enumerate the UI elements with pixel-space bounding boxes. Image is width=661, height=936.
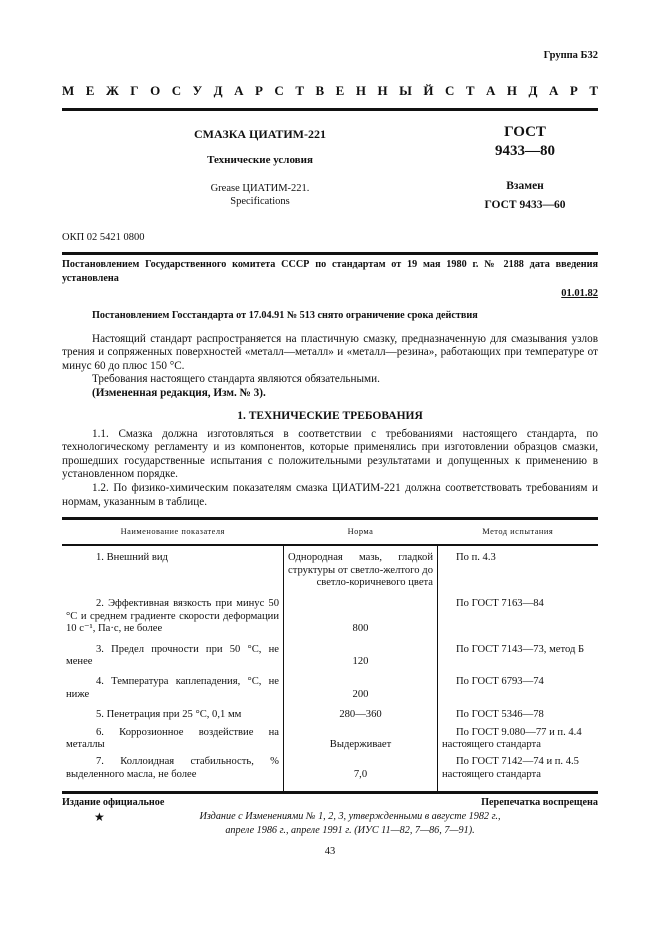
title-en-2: Specifications (230, 196, 290, 207)
effective-date: 01.01.82 (561, 288, 598, 299)
section-heading: 1. ТЕХНИЧЕСКИЕ ТРЕБОВАНИЯ (237, 409, 423, 422)
cell-name: 1. Внешний вид (96, 552, 168, 564)
reprint-prohibited: Перепечатка воспрещена (481, 797, 598, 809)
amendments-note-1: Издание с Изменениями № 1, 2, 3, утвержденными в августе 1982 г., (199, 811, 501, 823)
mandatory-text: Требования настоящего стандарта являются обязательными. (92, 373, 380, 386)
okp-code: ОКП 02 5421 0800 (62, 232, 145, 243)
table-row (62, 589, 598, 635)
table-row (62, 722, 598, 752)
gost-label: ГОСТ (504, 124, 546, 140)
footer-rule (62, 791, 598, 794)
cell-method: По п. 4.3 (456, 552, 496, 564)
paragraph-1-1: 1.1. Смазка должна изготовляться в соответствии с требованиями настоящего стандарта, по технологическому регламенту и из компонентов, которые применялись при изготовлении образцов смазки, прошедших государственные испытания с положительными результатами и допущенных к применению в установленном порядке. (62, 427, 598, 481)
table-row (62, 545, 598, 589)
footer-row (62, 797, 598, 808)
document-body (62, 258, 598, 897)
cell-norm: 800 (284, 589, 438, 635)
cell-norm: Выдерживает (284, 722, 438, 752)
col-header-method: Метод испытания (438, 519, 599, 546)
paragraph-1-2: 1.2. По физико-химическим показателям смазка ЦИАТИМ-221 должна соответствовать требованиям и нормам, указанным в таблице. (62, 481, 598, 508)
cell-name: 7. Коллоидная стабильность, % выделенного масла, не более (66, 756, 279, 780)
group-code: Группа Б32 (543, 50, 598, 61)
table-row (62, 751, 598, 791)
decree-limit: Постановлением Госстандарта от 17.04.91 № 513 снято ограничение срока действия (92, 310, 478, 321)
cell-norm: 200 (284, 668, 438, 701)
cell-method: По ГОСТ 7142—74 и п. 4.5 настоящего стандарта (442, 756, 579, 780)
gost-number: 9433—80 (495, 143, 555, 159)
col-header-name: Наименование показателя (62, 519, 284, 546)
cell-norm: 120 (284, 636, 438, 669)
cell-norm: 280—360 (284, 701, 438, 721)
col-header-norm: Норма (284, 519, 438, 546)
amendments-text (130, 810, 570, 838)
cell-name: 3. Предел прочности при 50 °С, не менее (66, 643, 279, 667)
amendments-note-2: апреле 1986 г., апреле 1991 г. (ИУС 11—82, 7—86, 7—91). (225, 825, 475, 837)
title-en-1: Grease ЦИАТИМ-221. (210, 183, 310, 194)
header-rule (62, 108, 598, 111)
cell-norm: Однородная мазь, гладкой структуры от светло-желтого до светло-коричневого цвета (284, 545, 438, 589)
star-icon: ★ (94, 810, 105, 825)
section-rule (62, 252, 598, 255)
replaces-label: Взамен (506, 180, 544, 192)
cell-name: 4. Температура каплепадения, °С, не ниже (66, 676, 279, 700)
cell-method: По ГОСТ 7163—84 (456, 598, 544, 610)
cell-method: По ГОСТ 5346—78 (456, 709, 544, 721)
decree-intro: Постановлением Государственного комитета СССР по стандартам от 19 мая 1980 г. № 2188 дата введения установлена (62, 259, 598, 284)
cell-name: 5. Пенетрация при 25 °С, 0,1 мм (96, 709, 242, 721)
cell-method: По ГОСТ 9.080—77 и п. 4.4 настоящего стандарта (442, 726, 582, 750)
requirements-table (62, 517, 598, 791)
amendments-note (62, 810, 598, 838)
table-row (62, 636, 598, 669)
cell-name: 6. Коррозионное воздействие на металлы (66, 726, 279, 750)
intro-paragraph: Настоящий стандарт распространяется на пластичную смазку, предназначенную для смазывания узлов трения и сопряженных поверхностей «металл—металл» и «металл—резина», работающих при температуре от минус 60 до плюс 150 °С. (62, 332, 598, 372)
cell-norm: 7,0 (284, 751, 438, 791)
header-title: М Е Ж Г О С У Д А Р С Т В Е Н Н Ы Й С Т А Н Д А Р Т (62, 83, 598, 98)
revision-note: (Измененная редакция, Изм. № 3). (92, 386, 266, 399)
table-row (62, 668, 598, 701)
cell-method: По ГОСТ 6793—74 (456, 676, 544, 688)
cell-method: По ГОСТ 7143—73, метод Б (456, 643, 585, 655)
doc-subtitle: Технические условия (207, 154, 313, 166)
replaced-gost: ГОСТ 9433—60 (484, 199, 566, 211)
doc-title: СМАЗКА ЦИАТИМ-221 (194, 127, 326, 141)
official-edition: Издание официальное (62, 797, 165, 809)
table-row (62, 701, 598, 721)
cell-name: 2. Эффективная вязкость при минус 50 °С и среднем градиенте скорости деформации 10 с⁻¹, Па·с, не более (66, 598, 279, 635)
page-number: 43 (324, 846, 336, 858)
